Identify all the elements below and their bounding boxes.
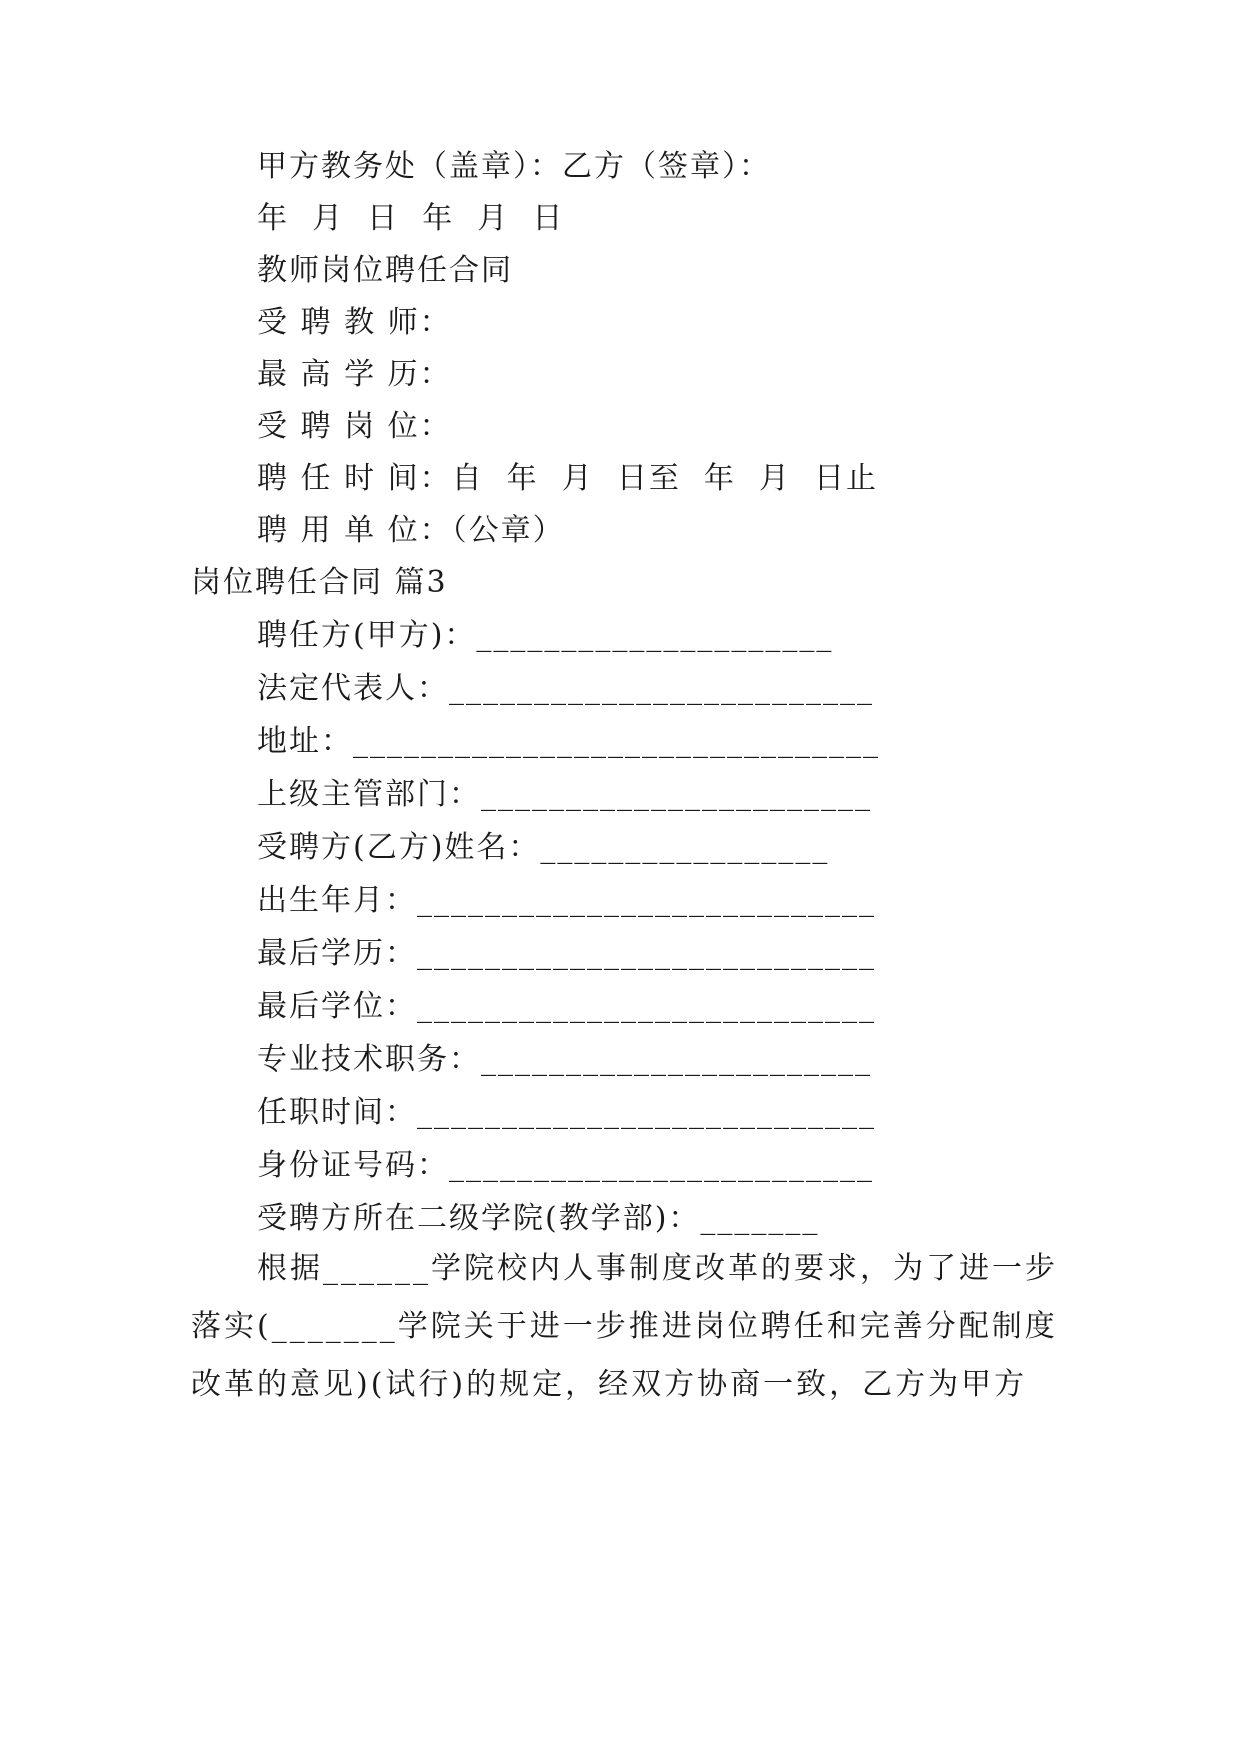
paragraph-line: 根据______学院校内人事制度改革的要求，为了进一步 bbox=[257, 1251, 1058, 1286]
field-professional-title: 专业技术职务：_______________________ bbox=[257, 1042, 872, 1077]
field-employment-period: 聘 任 时 间：自 年 月 日至 年 月 日止 bbox=[257, 461, 879, 496]
field-hired-position: 受 聘 岗 位： bbox=[257, 409, 452, 444]
contract-title: 教师岗位聘任合同 bbox=[257, 253, 513, 288]
field-birth-date: 出生年月：___________________________ bbox=[257, 883, 876, 918]
field-tenure-time: 任职时间：___________________________ bbox=[257, 1095, 876, 1130]
field-id-number: 身份证号码：_________________________ bbox=[257, 1148, 874, 1183]
field-address: 地址：_______________________________ bbox=[257, 724, 880, 759]
paragraph-line: 改革的意见)(试行)的规定，经双方协商一致，乙方为甲方 bbox=[191, 1367, 1028, 1402]
section-heading: 岗位聘任合同 篇3 bbox=[191, 565, 448, 600]
field-employee-name: 受聘方(乙方)姓名：_________________ bbox=[257, 830, 830, 865]
field-legal-representative: 法定代表人：_________________________ bbox=[257, 671, 874, 706]
field-last-degree: 最后学位：___________________________ bbox=[257, 989, 876, 1024]
signature-date-line: 年 月 日 年 月 日 bbox=[257, 201, 565, 236]
field-employer-unit: 聘 用 单 位：（公章） bbox=[257, 513, 565, 548]
field-employer-party-a: 聘任方(甲方)：_____________________ bbox=[257, 618, 834, 653]
field-secondary-college: 受聘方所在二级学院(教学部)：_______ bbox=[257, 1201, 820, 1236]
field-last-education: 最后学历：___________________________ bbox=[257, 936, 876, 971]
paragraph-line: 落实(_______学院关于进一步推进岗位聘任和完善分配制度 bbox=[191, 1309, 1058, 1344]
field-supervising-department: 上级主管部门：_______________________ bbox=[257, 777, 872, 812]
body-paragraph bbox=[191, 1240, 1061, 1414]
field-hired-teacher: 受 聘 教 师： bbox=[257, 305, 452, 340]
signature-party-line: 甲方教务处（盖章）：乙方（签章）： bbox=[257, 149, 771, 184]
field-highest-education: 最 高 学 历： bbox=[257, 357, 452, 392]
